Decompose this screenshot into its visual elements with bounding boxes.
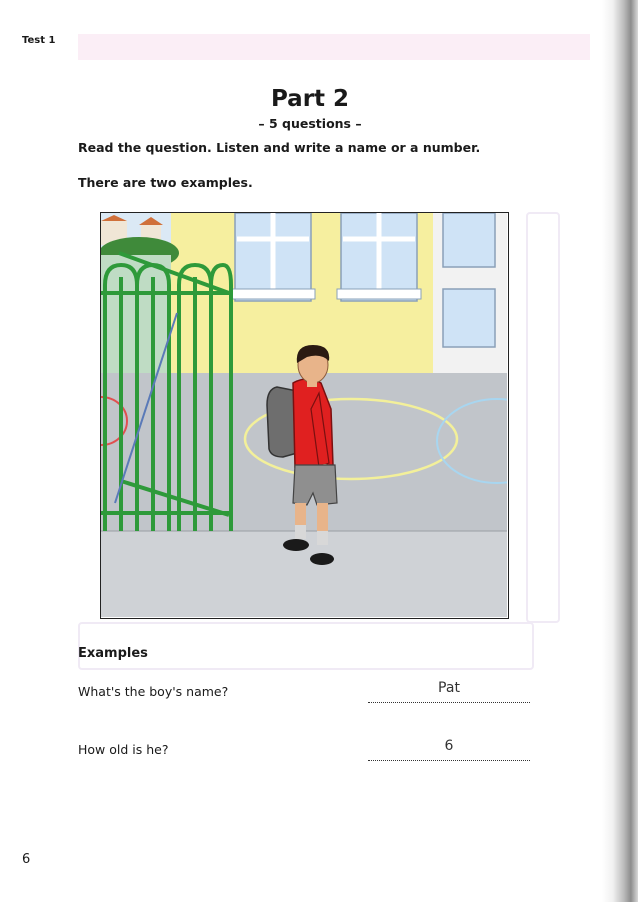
answer-line[interactable] — [368, 740, 530, 761]
example-question: What's the boy's name? — [78, 684, 229, 699]
example-question: How old is he? — [78, 742, 169, 757]
examples-heading: Examples — [78, 646, 148, 661]
example-answer: 6 — [444, 738, 454, 754]
example-answer: Pat — [438, 680, 460, 696]
examples-note: There are two examples. — [78, 175, 253, 190]
part-subtitle: – 5 questions – — [258, 116, 362, 131]
part-title: Part 2 — [270, 86, 350, 112]
answer-line[interactable] — [368, 682, 530, 703]
bleed-through-banner — [78, 34, 590, 60]
page-number: 6 — [22, 852, 31, 867]
bleed-through-box — [526, 212, 560, 623]
instruction-text: Read the question. Listen and write a name or a number. — [78, 140, 481, 155]
test-label: Test 1 — [22, 35, 56, 46]
page-binding-shadow — [602, 0, 638, 902]
school-playground-illustration — [100, 212, 509, 619]
